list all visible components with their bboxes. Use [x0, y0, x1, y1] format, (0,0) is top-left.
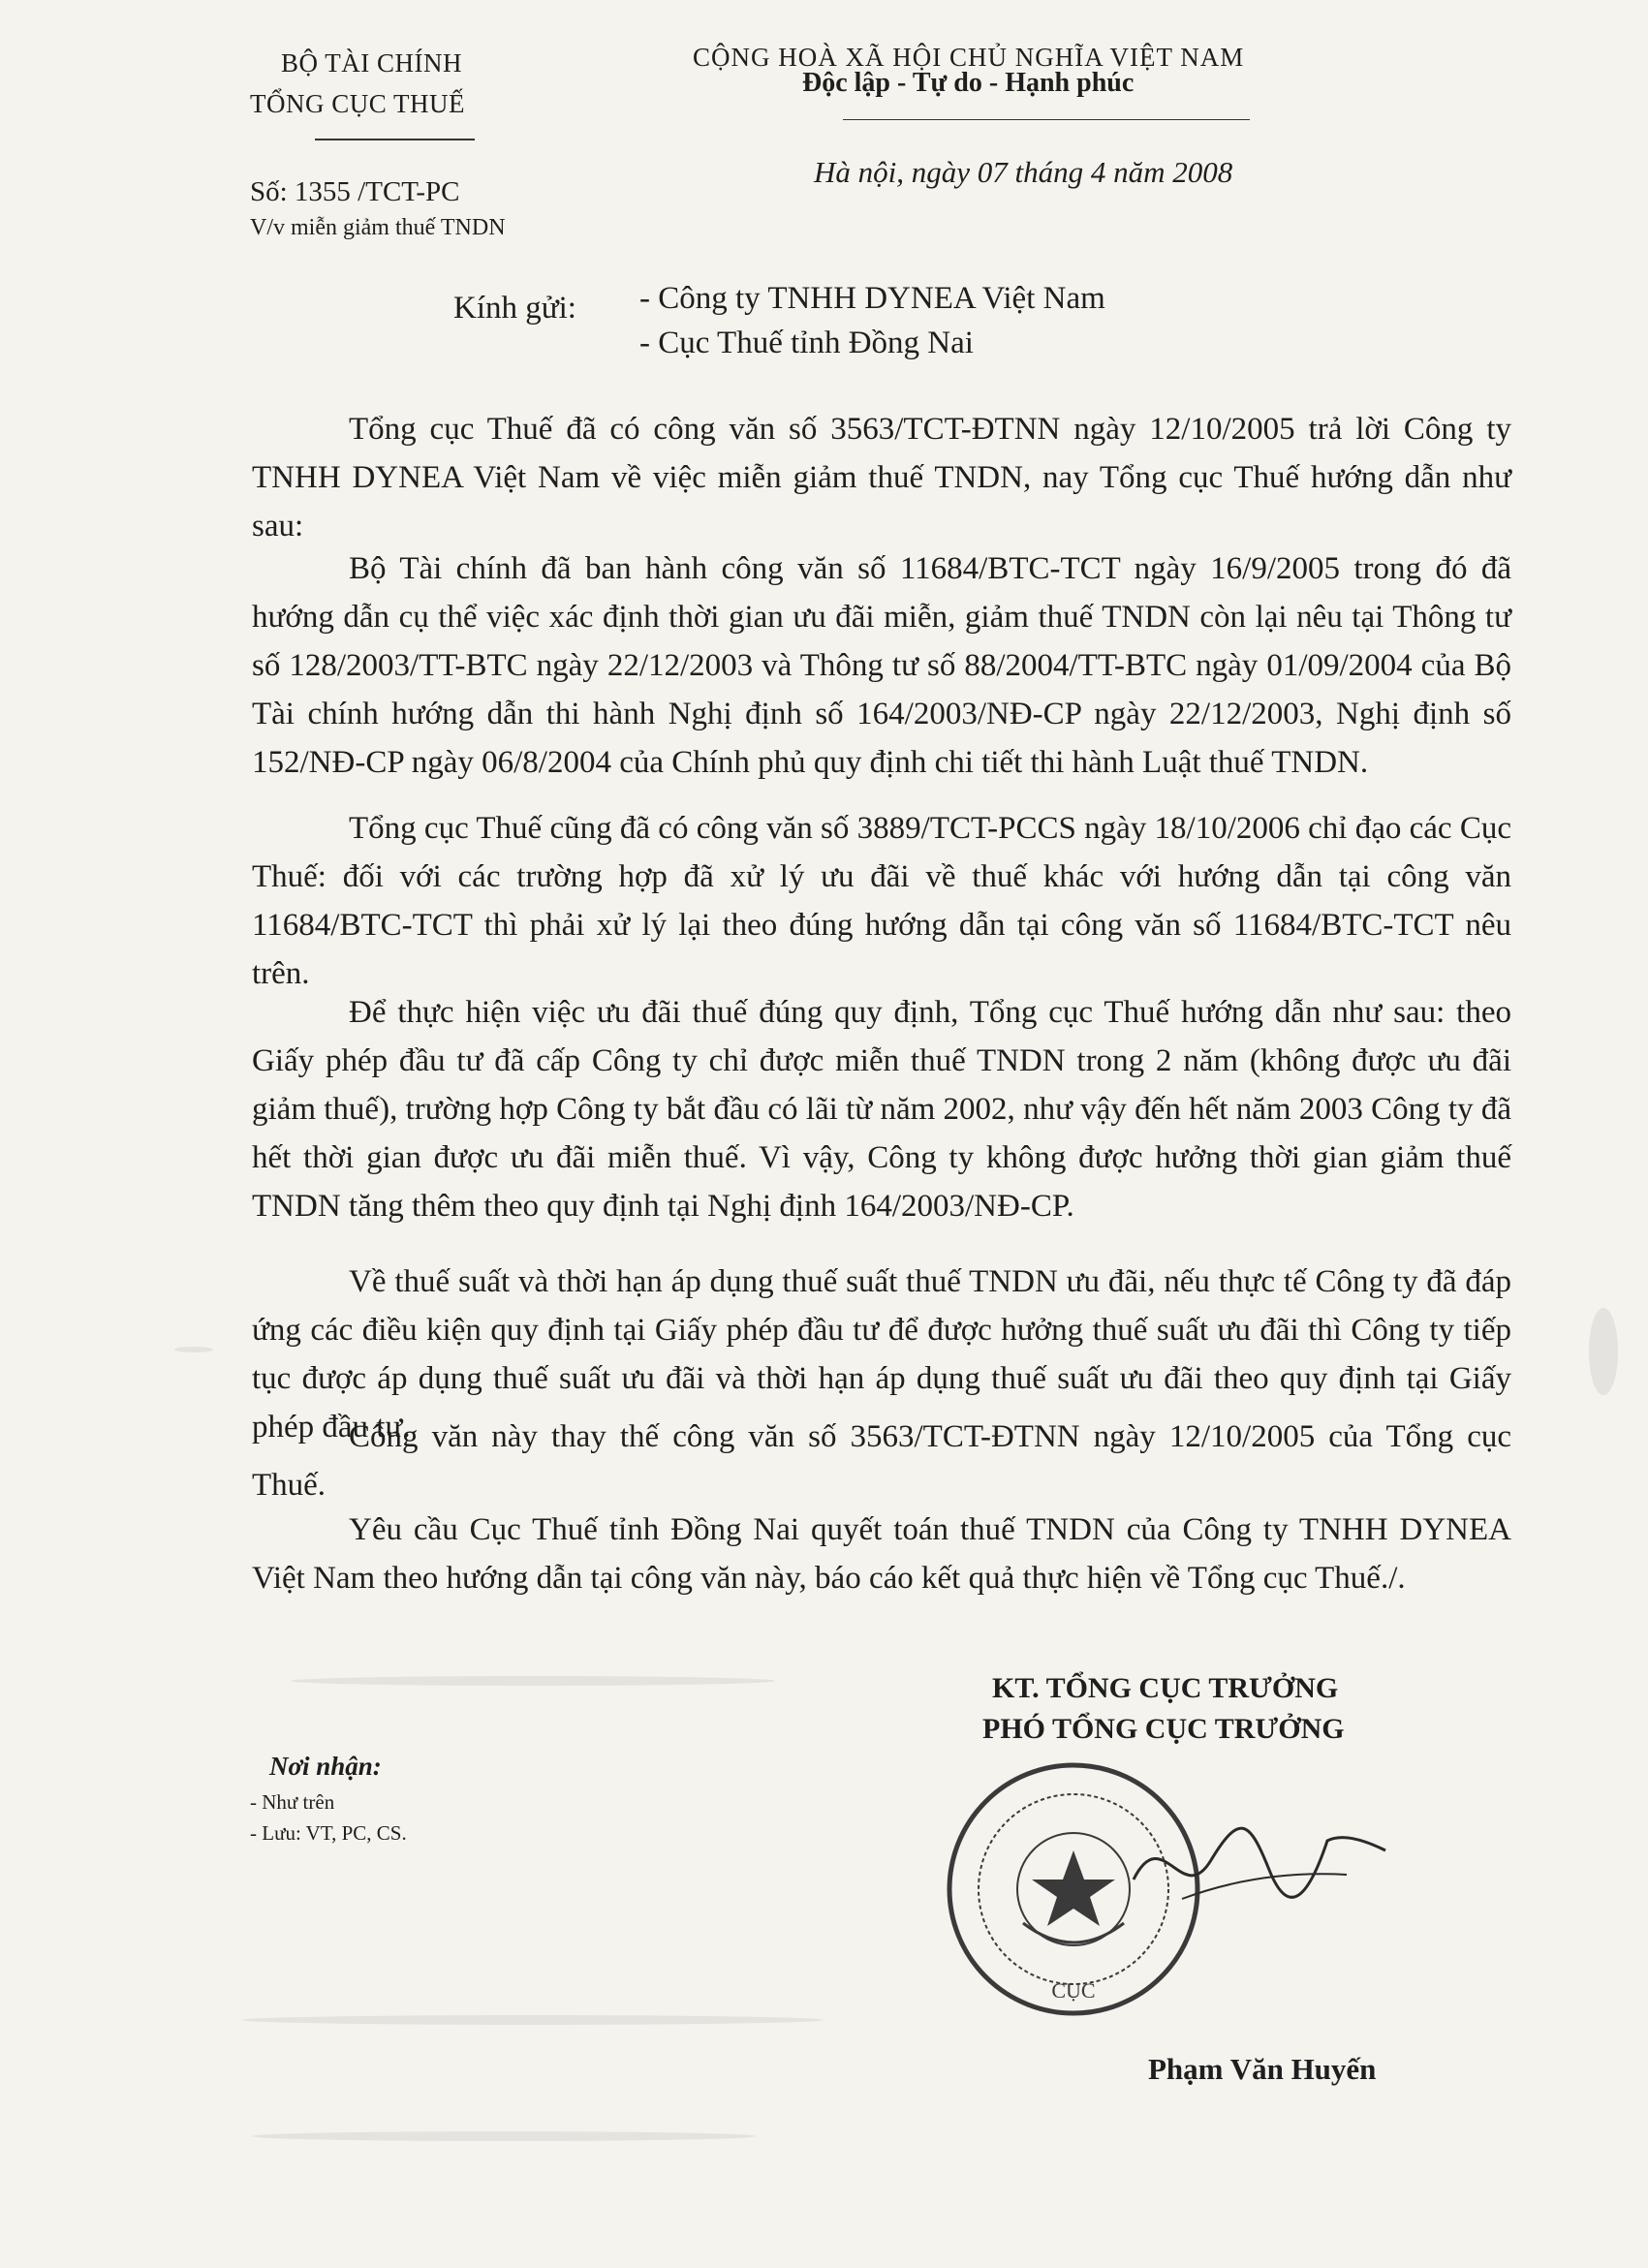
handwritten-signature	[1124, 1802, 1395, 1918]
signature-title-2: PHÓ TỔNG CỤC TRƯỞNG	[982, 1713, 1345, 1745]
header-right-rule	[843, 119, 1250, 120]
scan-noise	[1589, 1308, 1618, 1395]
scan-noise	[291, 1676, 775, 1686]
document-number: Số: 1355 /TCT-PC	[250, 176, 460, 207]
star-icon	[1032, 1850, 1115, 1926]
footer-recipient-item: - Lưu: VT, PC, CS.	[250, 1821, 407, 1845]
signer-name: Phạm Văn Huyến	[1148, 2052, 1377, 2086]
signature-stroke	[1134, 1828, 1385, 1897]
national-motto: Độc lập - Tự do - Hạnh phúc	[802, 68, 1135, 98]
department-name: TỔNG CỤC THUẾ	[250, 89, 465, 118]
scan-noise	[174, 1347, 213, 1352]
body-paragraph: Yêu cầu Cục Thuế tỉnh Đồng Nai quyết toán thuế TNDN của Công ty TNHH DYNEA Việt Nam theo hướng dẫn tại công văn này, báo cáo kết quả thực hiện về Tổng cục Thuế./.	[252, 1512, 1511, 1596]
body-paragraph: Tổng cục Thuế cũng đã có công văn số 3889/TCT-PCCS ngày 18/10/2006 chỉ đạo các Cục Thuế: đối với các trường hợp đã xử lý ưu đãi về thuế khác với hướng dẫn tại công văn 11684/BTC-TCT thì phải xử lý lại theo đúng hướng dẫn tại công văn số 11684/BTC-TCT nêu trên.	[252, 811, 1511, 991]
footer-recipients-label: Nơi nhận:	[269, 1752, 382, 1781]
ministry-name: BỘ TÀI CHÍNH	[281, 48, 462, 78]
body-paragraph: Tổng cục Thuế đã có công văn số 3563/TCT-ĐTNN ngày 12/10/2005 trả lời Công ty TNHH DYNEA Việt Nam về việc miễn giảm thuế TNDN, nay Tổng cục Thuế hướng dẫn như sau:	[252, 412, 1511, 544]
scan-noise	[242, 2015, 824, 2025]
body-paragraph: Công văn này thay thế công văn số 3563/TCT-ĐTNN ngày 12/10/2005 của Tổng cục Thuế.	[252, 1419, 1511, 1503]
body-paragraph: Bộ Tài chính đã ban hành công văn số 11684/BTC-TCT ngày 16/9/2005 trong đó đã hướng dẫn cụ thể việc xác định thời gian ưu đãi miễn, giảm thuế TNDN còn lại nêu tại Thông tư số 128/2003/TT-BTC ngày 22/12/2003 và Thông tư số 88/2004/TT-BTC ngày 01/09/2004 của Bộ Tài chính hướng dẫn thi hành Nghị định số 164/2003/NĐ-CP ngày 22/12/2003, Nghị định số 152/NĐ-CP ngày 06/8/2004 của Chính phủ quy định chi tiết thi hành Luật thuế TNDN.	[252, 551, 1511, 780]
body-paragraph: Để thực hiện việc ưu đãi thuế đúng quy định, Tổng cục Thuế hướng dẫn như sau: theo Giấy phép đầu tư đã cấp Công ty chỉ được miễn thuế TNDN trong 2 năm (không được ưu đãi giảm thuế), trường hợp Công ty bắt đầu có lãi từ năm 2002, như vậy đến hết năm 2003 Công ty đã hết thời gian được ưu đãi miễn thuế. Vì vậy, Công ty không được hưởng thời gian giảm thuế TNDN tăng thêm theo quy định tại Nghị định 164/2003/NĐ-CP.	[252, 995, 1511, 1224]
signature-stroke	[1182, 1874, 1347, 1899]
recipient-item: - Công ty TNHH DYNEA Việt Nam	[639, 281, 1105, 316]
header-left-rule	[315, 139, 475, 140]
stamp-wreath	[1023, 1923, 1124, 1942]
date-line: Hà nội, ngày 07 tháng 4 năm 2008	[814, 155, 1233, 189]
document-subject: V/v miễn giảm thuế TNDN	[250, 215, 506, 240]
recipients-label: Kính gửi:	[453, 291, 576, 326]
scan-noise	[252, 2131, 756, 2141]
recipient-item: - Cục Thuế tỉnh Đồng Nai	[639, 326, 974, 360]
body-paragraph: Về thuế suất và thời hạn áp dụng thuế suất thuế TNDN ưu đãi, nếu thực tế Công ty đã đáp ứng các điều kiện quy định tại Giấy phép đầu tư để được hưởng thuế suất ưu đãi thì Công ty tiếp tục được áp dụng thuế suất ưu đãi và thời hạn áp dụng thuế suất ưu đãi theo quy định tại Giấy phép đầu tư.	[252, 1264, 1511, 1445]
stamp-text: CỤC	[1051, 1978, 1096, 2003]
republic-title: CỘNG HOÀ XÃ HỘI CHỦ NGHĨA VIỆT NAM	[693, 43, 1245, 72]
signature-title-1: KT. TỔNG CỤC TRƯỞNG	[992, 1672, 1339, 1704]
footer-recipient-item: - Như trên	[250, 1790, 335, 1814]
